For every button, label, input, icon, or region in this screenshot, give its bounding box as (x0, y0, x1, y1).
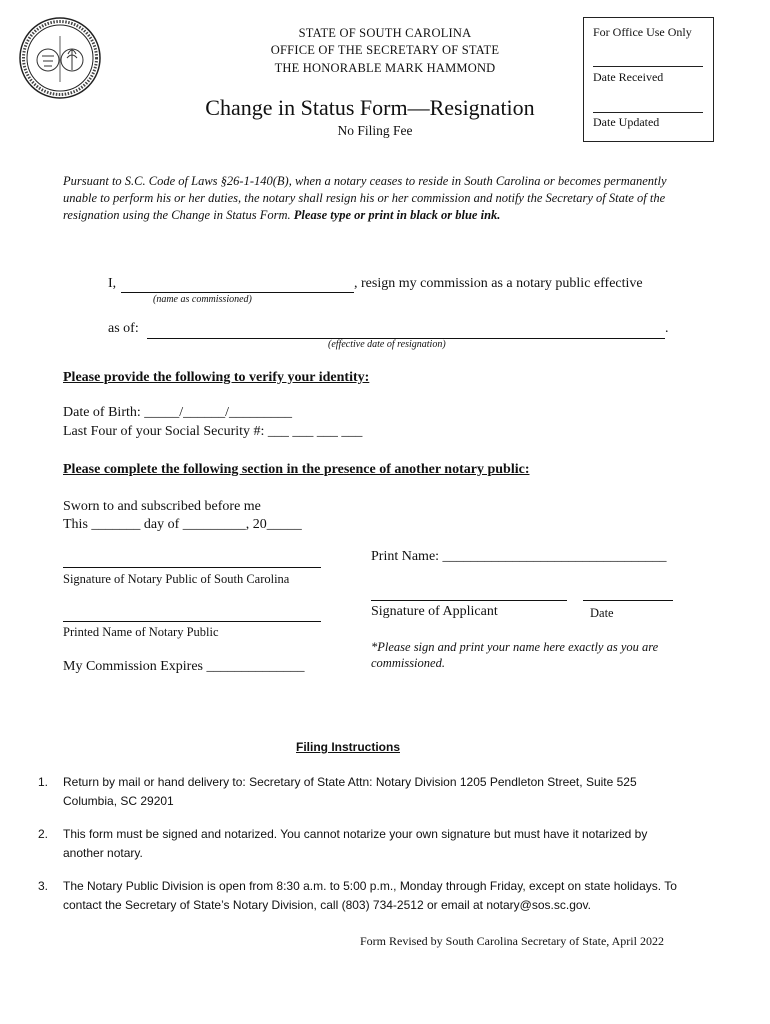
filing-instructions-title: Filing Instructions (296, 740, 400, 754)
form-title: Change in Status Form—Resignation (205, 95, 535, 120)
sworn-text: Sworn to and subscribed before me (63, 499, 261, 514)
date-updated-line (593, 112, 703, 113)
identity-heading: Please provide the following to verify your identity: (63, 370, 370, 385)
intro-bold-instruction: Please type or print in black or blue ink. (293, 208, 501, 222)
list-item-text: Return by mail or hand delivery to: Secretary of State Attn: Notary Division 1205 Pendleton Street, Suite 525 Columbia, SC 29201 (63, 775, 637, 808)
this-day-field[interactable]: This _______ day of _________, 20_____ (63, 517, 302, 532)
header-line-office: OFFICE OF THE SECRETARY OF STATE (270, 43, 500, 57)
print-name-field[interactable]: Print Name: ________________________________ (371, 549, 667, 564)
asof-label: as of: (108, 321, 139, 336)
intro-text: Pursuant to S.C. Code of Laws §26-1-140(B), when a notary ceases to reside in South Carolina or becomes permanently unable to perform his or her duties, the notary shall resign his or her commission and notify the Secretary of State of the resignation using the Change in Status Form. (63, 174, 667, 222)
ssn-field[interactable]: Last Four of your Social Security #: ___ ___ ___ ___ (63, 424, 363, 439)
notary-printed-name-label: Printed Name of Notary Public (63, 625, 219, 639)
notary-heading: Please complete the following section in the presence of another notary public: (63, 462, 530, 477)
applicant-date-line[interactable] (583, 600, 673, 601)
name-field-line[interactable] (121, 292, 354, 293)
header-line-secretary: THE HONORABLE MARK HAMMOND (274, 61, 496, 75)
commission-expires-field[interactable]: My Commission Expires ______________ (63, 659, 305, 674)
header-line-state: STATE OF SOUTH CAROLINA (298, 26, 472, 40)
sign-print-note: *Please sign and print your name here exactly as you are commissioned. (371, 640, 659, 670)
name-hint: (name as commissioned) (153, 294, 252, 305)
list-item-number: 1. (38, 775, 49, 789)
form-subtitle: No Filing Fee (337, 123, 413, 138)
date-received-line (593, 66, 703, 67)
list-item-number: 2. (38, 827, 49, 841)
notary-signature-label: Signature of Notary Public of South Carolina (63, 572, 290, 586)
dob-field[interactable]: Date of Birth: _____/______/_________ (63, 405, 293, 420)
applicant-signature-line[interactable] (371, 600, 567, 601)
list-item-text: The Notary Public Division is open from 8:30 a.m. to 5:00 p.m., Monday through Friday, except on state holidays. To contact the Secretary of State’s Notary Division, call (803) 734-2512 or email at notary@sos.sc.gov. (63, 879, 677, 912)
applicant-date-label: Date (590, 606, 614, 620)
date-received-label: Date Received (593, 70, 664, 84)
intro-paragraph (63, 173, 678, 224)
notary-printed-name-line[interactable] (63, 621, 321, 622)
revision-footer: Form Revised by South Carolina Secretary of State, April 2022 (360, 934, 664, 948)
list-item (38, 773, 688, 811)
resign-prefix: I, (108, 276, 117, 291)
date-updated-label: Date Updated (593, 115, 660, 129)
office-use-box (583, 17, 714, 142)
applicant-signature-label: Signature of Applicant (371, 604, 498, 619)
resign-suffix: , resign my commission as a notary public effective (354, 276, 643, 291)
list-item (38, 877, 688, 915)
date-hint: (effective date of resignation) (328, 339, 446, 350)
list-item (38, 825, 688, 863)
notary-signature-line[interactable] (63, 567, 321, 568)
list-item-number: 3. (38, 879, 49, 893)
state-seal-logo (18, 16, 102, 100)
list-item-text: This form must be signed and notarized. You cannot notarize your own signature but must have it notarized by another notary. (63, 827, 648, 860)
asof-end: . (665, 321, 669, 336)
office-use-title: For Office Use Only (593, 25, 692, 39)
